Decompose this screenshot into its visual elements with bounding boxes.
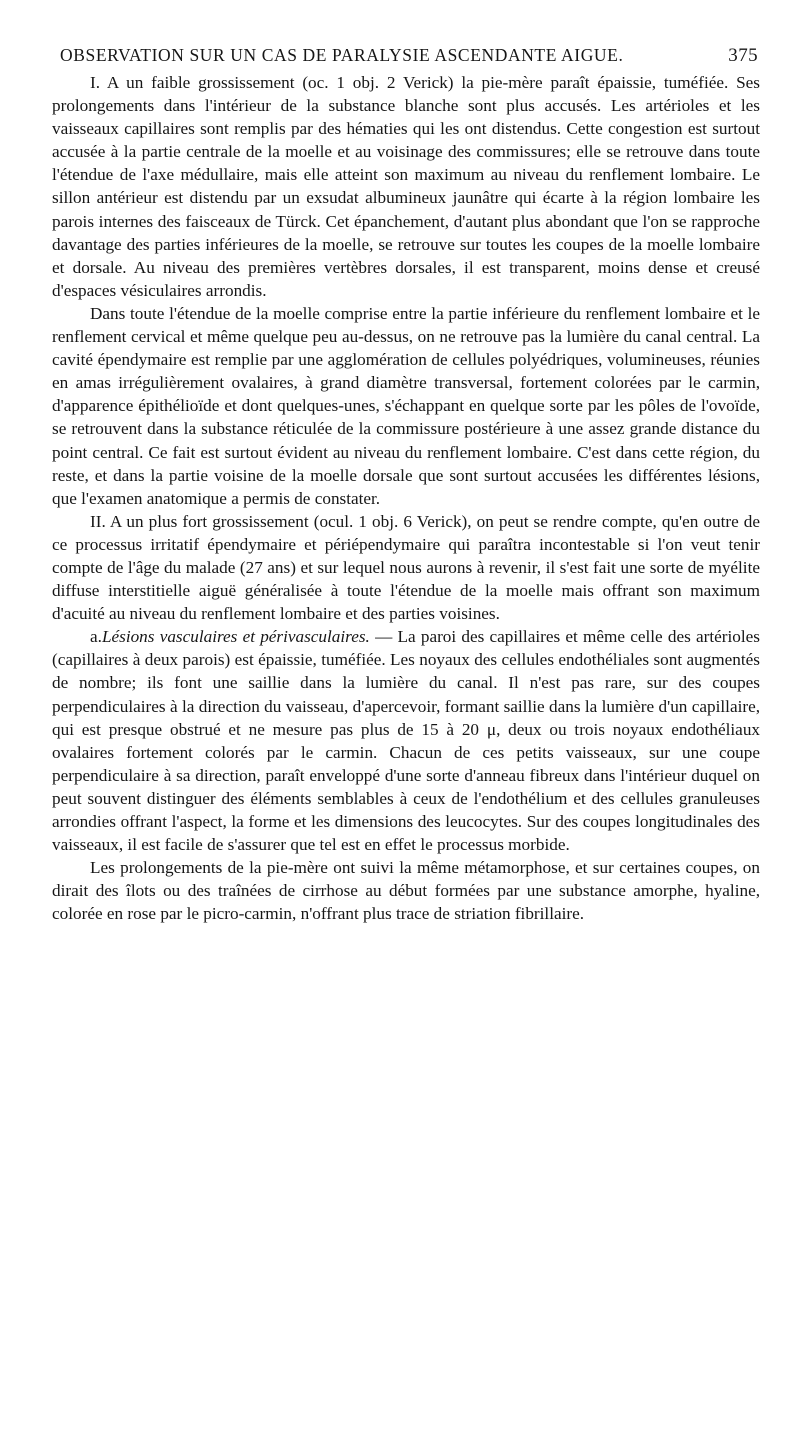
page [52,40,760,925]
running-title: OBSERVATION SUR UN CAS DE PARALYSIE ASCENDANTE AIGUE. [60,45,624,65]
body-text [52,71,760,925]
paragraph-1: I. A un faible grossissement (oc. 1 obj. 2 Verick) la pie-mère paraît épaissie, tuméfiée. Ses prolongements dans l'intérieur de la substance blanche sont plus accusés. Les artérioles et les vaisseaux capillaires sont remplis par des hématies qui les ont distendus. Cette congestion est surtout accusée à la partie centrale de la moelle et au voisinage des commissures; elle se retrouve dans toute l'étendue de l'axe médullaire, mais elle atteint son maximum au niveau du renflement lombaire. Le sillon antérieur est distendu par un exsudat albumineux jaunâtre qui écarte à la région lombaire les parois internes des faisceaux de Türck. Cet épanchement, d'autant plus abondant que l'on se rapproche davantage des parties inférieures de la moelle, se retrouve sur toutes les coupes de la moelle lombaire et dorsale. Au niveau des premières vertèbres dorsales, il est transparent, moins dense et creusé d'espaces vésiculaires arrondis. [52,73,760,300]
paragraph-final: Les prolongements de la pie-mère ont suivi la même métamorphose, et sur certaines coupes, on dirait des îlots ou des traînées de cirrhose au début formées par une substance amorphe, hyaline, colorée en rose par le picro-carmin, n'offrant plus trace de striation fibrillaire. [52,858,760,924]
paragraph-lesions [52,625,760,856]
paragraph-2: Dans toute l'étendue de la moelle comprise entre la partie inférieure du renflement lombaire et le renflement cervical et même quelque peu au-dessus, on ne retrouve pas la lumière du canal central. La cavité épendymaire est remplie par une agglomération de cellules polyédriques, volumineuses, réunies en amas irrégulièrement ovalaires, à grand diamètre transversal, fortement colorées par le carmin, d'apparence épithélioïde et dont quelques-unes, s'échappant en quelque sorte par les pôles de l'ovoïde, se retrouvent dans la substance réticulée de la commissure postérieure à une assez grande distance du point central. Ce fait est surtout évident au niveau du renflement lombaire. C'est dans cette région, du reste, et dans la partie voisine de la moelle dorsale que sont surtout accusées les différentes lésions, que l'examen anatomique a permis de constater. [52,303,760,508]
lesions-label: a. [90,627,102,647]
running-head [60,40,758,71]
page-number: 375 [728,45,758,66]
lesions-title: Lésions vasculaires et périvasculaires. [101,627,370,647]
lesions-text: — La paroi des capillaires et même celle des artérioles (capillaires à deux parois) est épaissie, tuméfiée. Les noyaux des cellules endothéliales sont augmentés de nombre; ils font une saillie dans la lumière du canal. Il n'est pas rare, sur des coupes perpendiculaires à la direction du vaisseau, d'apercevoir, formant saillie dans la lumière d'un capillaire, qui est presque obstrué et ne mesure pas plus de 15 à 20 μ, deux ou trois noyaux endothéliaux ovalaires fortement colorés par le carmin. Chacun de ces petits vaisseaux, sur une coupe perpendiculaire à sa direction, paraît enveloppé d'une sorte d'anneau fibreux dans l'intérieur duquel on peut souvent distinguer des éléments semblables à ceux de l'endothélium et des cellules granuleuses arrondies offrant l'aspect, la forme et les dimensions des leucocytes. Sur des coupes longitudinales des vaisseaux, il est facile de s'assurer que tel est en effet le processus morbide. [52,627,760,855]
paragraph-3: II. A un plus fort grossissement (ocul. 1 obj. 6 Verick), on peut se rendre compte, qu'en outre de ce processus irritatif épendymaire et périépendymaire qui paraîtra incontestable si l'on veut tenir compte de l'âge du malade (27 ans) et sur lequel nous aurons à revenir, il s'est fait une sorte de myélite diffuse interstitielle aiguë généralisée à toute l'étendue de la moelle mais offrant son maximum d'acuité au niveau du renflement lombaire et des parties voisines. [52,511,760,624]
